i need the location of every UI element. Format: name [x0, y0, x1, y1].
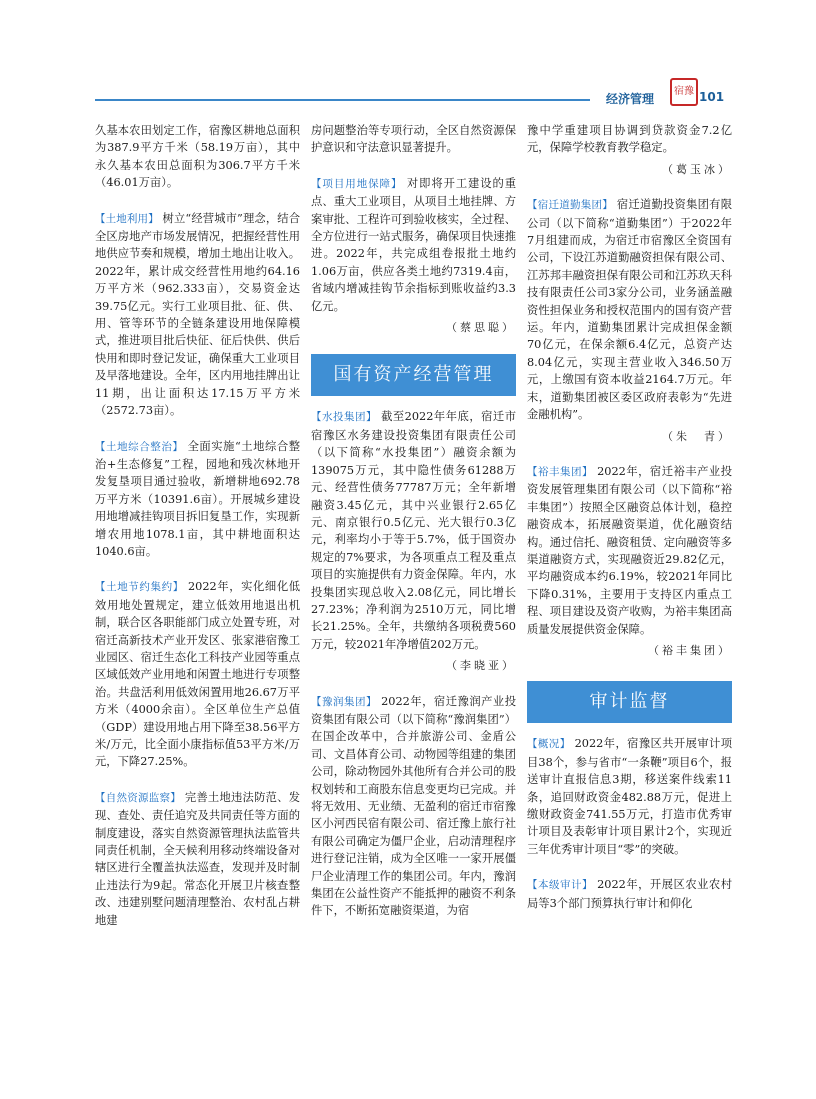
- section-yufeng-group: [527, 463, 732, 638]
- section-text: 2022年，实化细化低效用地处置规定，建立低效用地退出机制，联合区各职能部门成立处置专班，对宿迁高新技术产业开发区、张家港宿豫工业园区、宿迁生态化工科技产业园等重点区域低效产业用地和闲置土地进行专项整治。共盘活利用低效闲置用地26.67万平方米（4000余亩）。全区单位生产总值（GDP）建设用地占用下降至38.56平方米/万元，比全面小康指标值53平方米/万元，下降27.25%。: [95, 580, 301, 769]
- section-tag: 【自然资源监察】: [95, 791, 181, 804]
- section-land-saving: [95, 578, 300, 770]
- section-text: 截至2022年年底，宿迁市宿豫区水务建设投资集团有限责任公司（以下简称“水投集团”）融资余额为139075万元，其中隐性债务61288万元、经营性债务77787万元；全年新增融资3.45亿元，其中兴业银行2.65亿元、南京银行0.5亿元、光大银行0.3亿元，利率均小于等于5.7%，低于国资办规定的7%要求，为各项重点工程及重点项目的实施提供有力资金保障。年内，水投集团实现总收入2.08亿元，同比增长27.23%；净利润为2510万元，同比增长21.25%。全年，共缴纳各项税费560万元，较2021年净增值202万元。: [311, 410, 517, 651]
- section-tag: 【项目用地保障】: [311, 177, 403, 190]
- section-audit-overview: [527, 735, 732, 858]
- author-signature: （朱 青）: [662, 429, 732, 443]
- page-number: 101: [699, 90, 725, 104]
- column-2: [311, 122, 516, 920]
- section-tag: 【宿迁道勤集团】: [527, 199, 613, 212]
- section-tag: 【本级审计】: [527, 879, 593, 892]
- author-signature: （蔡思聪）: [446, 321, 516, 335]
- author-signature: （李晓亚）: [446, 659, 516, 673]
- section-audit-local: [527, 876, 732, 912]
- section-yurun-group: [311, 693, 516, 920]
- section-tag: 【土地综合整治】: [95, 440, 184, 453]
- section-tag: 【水投集团】: [311, 411, 377, 424]
- page-header: [95, 86, 732, 106]
- section-tag: 【豫润集团】: [311, 695, 377, 708]
- section-water-group: [311, 408, 516, 653]
- section-text: 全面实施“土地综合整治+生态修复”工程，园地和残次林地开发复垦项目通过验收，新增耕地692.78万平方米（10391.6亩）。开展城乡建设用地增减挂钩项目拆旧复垦工作，实现新增农用地1078.1亩，其中耕地面积达1040.6亩。: [95, 439, 301, 558]
- section-text: 2022年，宿豫区共开展审计项目38个，参与省市“一条鞭”项目6个，报送审计直报信息3期，移送案件线索11条，追回财政资金482.88万元，促进上缴财政资金741.55万元，打造市优秀审计项目及表彰审计项目累计2个，实现近三年优秀审计项目“零”的突破。: [527, 737, 733, 856]
- section-text: 对即将开工建设的重点、重大工业项目，从项目土地挂牌、方案审批、工程许可到验收核实，全过程、全方位进行一站式服务，确保项目快速推进。2022年，共完成组卷报批土地约1.06万亩，供应各类土地约7319.4亩，省域内增减挂钩节余指标到账收益约3.3亿元。: [311, 176, 517, 313]
- section-natural-resource-inspection: [95, 789, 300, 929]
- section-banner-state-assets: 国有资产经营管理: [311, 354, 516, 396]
- section-land-use: [95, 210, 300, 420]
- section-tag: 【土地利用】: [95, 212, 159, 225]
- section-land-consolidation: [95, 438, 300, 561]
- seal-icon: 宿豫: [670, 78, 698, 106]
- section-banner-audit: 审计监督: [527, 681, 732, 723]
- column-3: [527, 122, 732, 912]
- section-text: 宿迁道勤投资集团有限公司（以下简称“道勤集团”）于2022年7月组建而成，为宿迁市宿豫区全资国有公司，下设江苏道勤融资担保有限公司、江苏邦丰融资担保有限公司和江苏玖天科技有限责任公司3家分公司，业务涵盖融资性担保业务和授权范围内的国有资产营运。年内，道勤集团累计完成担保金额70亿元，在保余额6.4亿元，总资产达8.04亿元，实现主营业收入346.50万元，上缴国有资本收益2164.7万元。年末，道勤集团被区委区政府表彰为“先进金融机构”。: [527, 198, 733, 422]
- section-project-land: [311, 175, 516, 315]
- section-text: 2022年，宿迁裕丰产业投资发展管理集团有限公司（以下简称“裕丰集团”）按照全区融资总体计划，稳控融资成本，拓展融资渠道，优化融资结构。通过信托、融资租赁、定向融资等多渠道融资方式，实现融资近29.82亿元，平均融资成本约6.19%，较2021年同比下降0.31%，主要用于支持区内重点工程、项目建设及资产收购，为裕丰集团高质量发展提供资金保障。: [527, 464, 733, 636]
- paragraph: 房问题整治等专项行动，全区自然资源保护意识和守法意识显著提升。: [311, 124, 516, 155]
- section-text: 2022年，宿迁豫润产业投资集团有限公司（以下简称“豫润集团”）在国企改革中，合并旅游公司、金盾公司、文昌体育公司、动物园等组建的集团公司，除动物园外其他所有合并公司的股权划转和工商股东信息变更均已完成。并将无效用、无业绩、无盈利的宿迁市宿豫区小河西民宿有限公司、宿迁豫上旅行社有限公司确定为僵尸企业，启动清理程序进行登记注销，成为全区唯一一家开展僵尸企业清理工作的集团公司。年内，豫润集团在公益性资产不能抵押的融资不利条件下，不断拓宽融资渠道，为宿: [311, 694, 517, 918]
- section-text: 完善土地违法防范、发现、查处、责任追究及共同责任等方面的制度建设，落实自然资源管理执法监管共同责任机制，全天候利用移动终端设备对辖区进行全覆盖执法巡查，发现并及时制止违法行为9起。常态化开展卫片核查整改、违建别墅问题清理整治、农村乱占耕地建: [95, 790, 301, 927]
- section-text: 树立“经营城市”理念，结合全区房地产市场发展情况，把握经营性用地供应节奏和规模，增加土地出让收入。2022年，累计成交经营性用地约64.16万平方米（962.333亩），交易资金达39.75亿元。实行工业项目批、征、供、用、管等环节的全链条建设用地保障模式，推进项目批后快征、征后快供、供后快用和即时登记发证，确保重大工业项目及早落地建设。全年，区内用地挂牌出让11期，出让面积达17.15万平方米（2572.73亩）。: [95, 211, 301, 418]
- author-signature: （裕丰集团）: [648, 643, 732, 657]
- author-signature: （葛玉冰）: [662, 162, 732, 176]
- section-tag: 【概况】: [527, 738, 571, 751]
- section-title: 经济管理: [606, 92, 655, 106]
- header-rule: [95, 99, 590, 101]
- section-text: 2022年，开展区农业农村局等3个部门预算执行审计和仰化: [527, 878, 733, 910]
- section-tag: 【裕丰集团】: [527, 465, 593, 478]
- section-tag: 【土地节约集约】: [95, 581, 184, 594]
- column-1: [95, 122, 300, 929]
- section-daoqin-group: [527, 196, 732, 423]
- paragraph: 豫中学重建项目协调到贷款资金7.2亿元，保障学校教育教学稳定。: [527, 124, 732, 155]
- paragraph: 久基本农田划定工作，宿豫区耕地总面积为387.9平方千米（58.19万亩），其中永久基本农田总面积为306.7平方千米（46.01万亩）。: [95, 124, 300, 190]
